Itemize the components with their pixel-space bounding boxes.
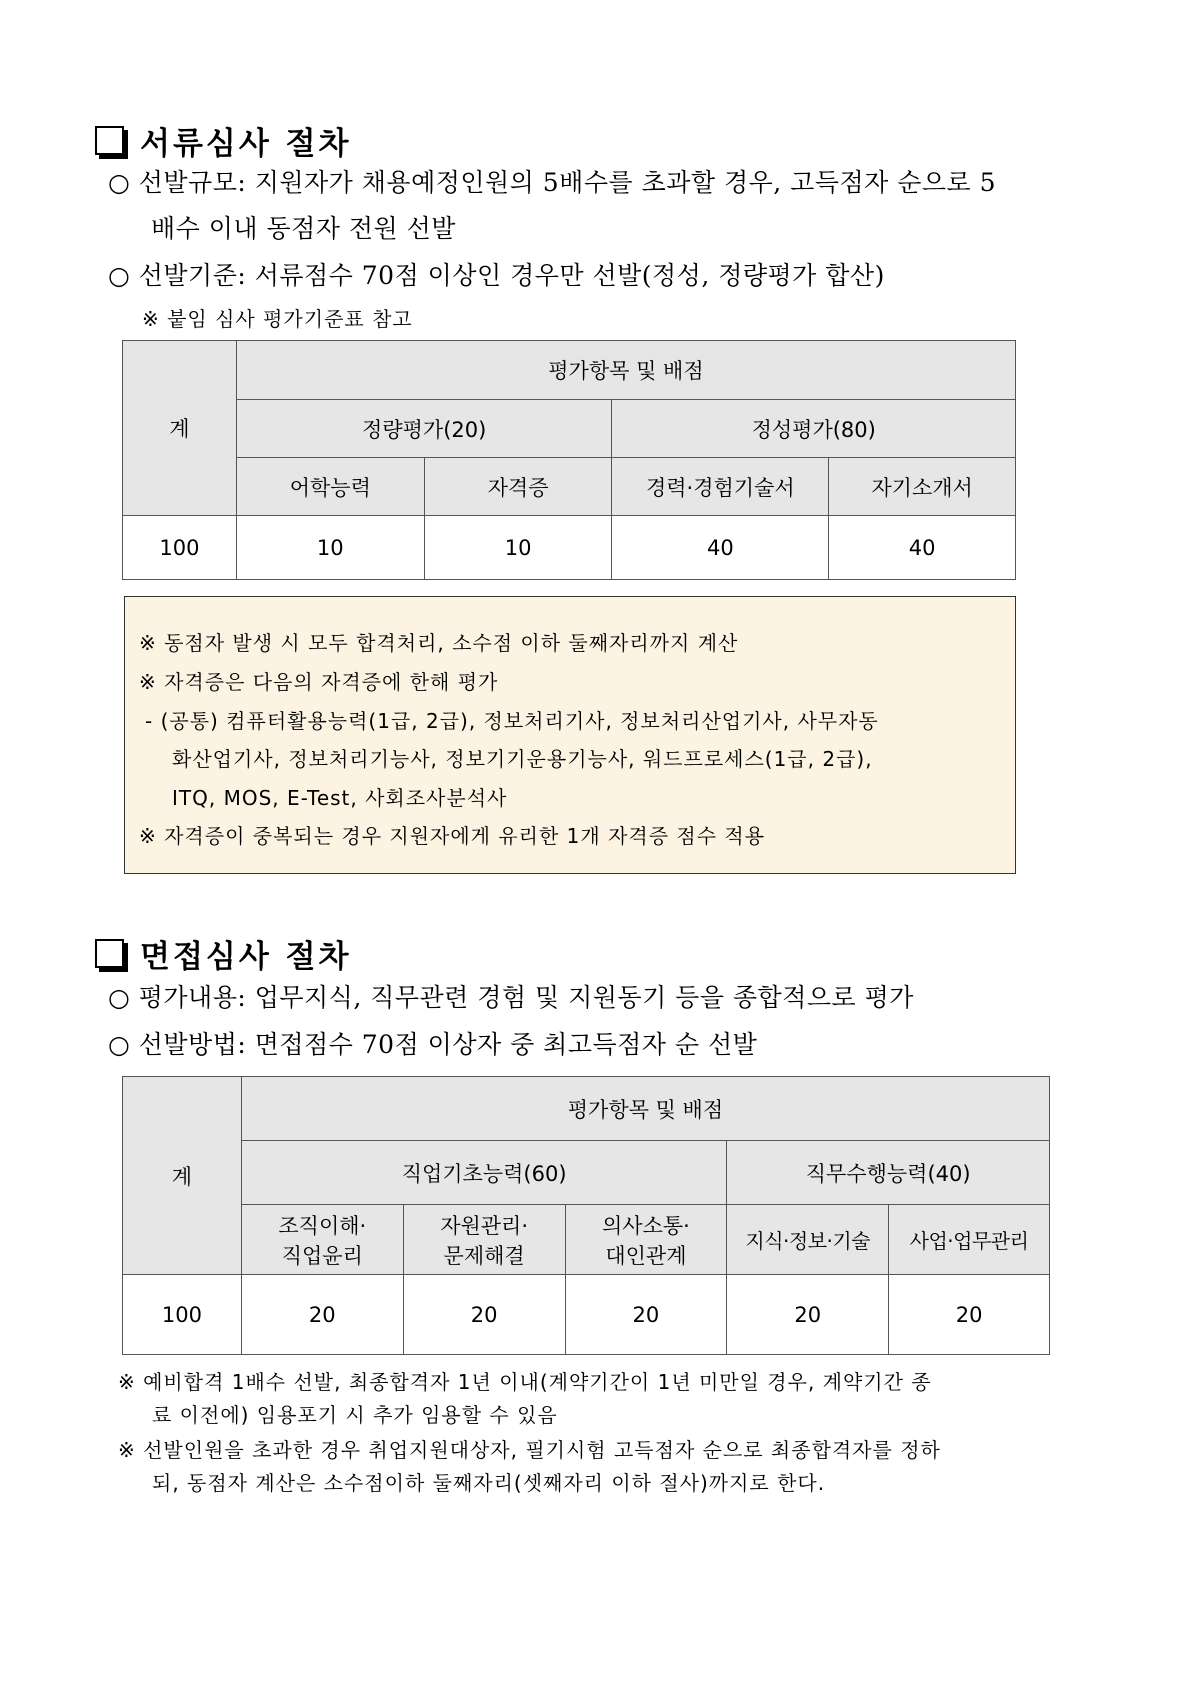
category-quantitative: 정량평가(20) <box>236 400 612 458</box>
item-knowledge <box>727 1205 889 1275</box>
section2-note2-cont: 되, 동점자 계산은 소수점이하 둘째자리(셋째자리 이하 절사)까지로 한다. <box>152 1471 826 1495</box>
section2-title: 면접심사 절차 <box>140 939 352 975</box>
item-language: 어학능력 <box>236 458 424 516</box>
note-cert-list-cont2: ITQ, MOS, E-Test, 사회조사분석사 <box>172 786 508 810</box>
section1-bullet1-cont: 배수 이내 동점자 전원 선발 <box>151 214 456 243</box>
score-certificate: 10 <box>424 516 612 580</box>
section2-bullet2: ○ 선발방법: 면접점수 70점 이상자 중 최고득점자 순 선발 <box>108 1030 758 1059</box>
score-business: 20 <box>889 1275 1050 1355</box>
total-header: 계 <box>123 1077 242 1275</box>
item-certificate: 자격증 <box>424 458 612 516</box>
note-cert-list: - (공통) 컴퓨터활용능력(1급, 2급), 정보처리기사, 정보처리산업기사, 사무자동 <box>145 709 879 733</box>
score-knowledge: 20 <box>727 1275 889 1355</box>
checkbox-icon <box>95 939 124 968</box>
section1-bullet1: ○ 선발규모: 지원자가 채용예정인원의 5배수를 초과할 경우, 고득점자 순으로 5 <box>108 168 997 197</box>
item-resource <box>403 1205 565 1275</box>
item-resource-l1: 자원관리· <box>440 1213 529 1238</box>
score-language: 10 <box>236 516 424 580</box>
item-business-l1: 사업·업무관리 <box>909 1229 1029 1253</box>
item-organization <box>241 1205 403 1275</box>
section2-note1-cont: 료 이전에) 임용포기 시 추가 임용할 수 있음 <box>152 1403 558 1427</box>
section1-bullet2: ○ 선발기준: 서류점수 70점 이상인 경우만 선발(정성, 정량평가 합산) <box>108 261 885 290</box>
total-header: 계 <box>123 341 237 516</box>
section2-note2: ※ 선발인원을 초과한 경우 취업지원대상자, 필기시험 고득점자 순으로 최종합격자를 정하 <box>118 1438 941 1462</box>
item-communication-l2: 대인관계 <box>605 1243 687 1268</box>
checkbox-icon <box>95 126 124 155</box>
category-basic-competency: 직업기초능력(60) <box>241 1141 726 1205</box>
interview-table <box>122 1076 1050 1355</box>
item-communication <box>565 1205 727 1275</box>
section1-ref-note: ※ 붙임 심사 평가기준표 참고 <box>142 307 413 331</box>
total-score: 100 <box>123 516 237 580</box>
score-communication: 20 <box>565 1275 727 1355</box>
category-job-competency: 직무수행능력(40) <box>727 1141 1050 1205</box>
note-cert-list-cont: 화산업기사, 정보처리기능사, 정보기기운용기능사, 워드프로세스(1급, 2급), <box>172 747 873 771</box>
group-header: 평가항목 및 배점 <box>236 341 1015 400</box>
score-organization: 20 <box>241 1275 403 1355</box>
note-certificate: ※ 자격증은 다음의 자격증에 한해 평가 <box>139 670 499 694</box>
total-score: 100 <box>123 1275 242 1355</box>
note-tie: ※ 동점자 발생 시 모두 합격처리, 소수점 이하 둘째자리까지 계산 <box>139 631 739 655</box>
item-communication-l1: 의사소통· <box>602 1213 690 1238</box>
item-knowledge-l1: 지식·정보·기술 <box>745 1229 871 1253</box>
item-organization-l2: 직업윤리 <box>281 1243 363 1268</box>
certificate-note-box <box>124 596 1016 874</box>
item-experience: 경력·경험기술서 <box>612 458 829 516</box>
section2-heading <box>95 931 351 976</box>
section2-note1: ※ 예비합격 1배수 선발, 최종합격자 1년 이내(계약기간이 1년 미만일 경우, 계약기간 종 <box>118 1370 932 1394</box>
section1-heading <box>95 118 351 163</box>
group-header: 평가항목 및 배점 <box>241 1077 1049 1141</box>
item-business <box>889 1205 1050 1275</box>
document-review-table <box>122 340 1016 580</box>
score-experience: 40 <box>612 516 829 580</box>
category-qualitative: 정성평가(80) <box>612 400 1016 458</box>
score-self-intro: 40 <box>829 516 1016 580</box>
section1-title: 서류심사 절차 <box>140 126 352 162</box>
note-duplicate: ※ 자격증이 중복되는 경우 지원자에게 유리한 1개 자격증 점수 적용 <box>139 824 766 848</box>
section2-bullet1: ○ 평가내용: 업무지식, 직무관련 경험 및 지원동기 등을 종합적으로 평가 <box>108 983 914 1012</box>
item-resource-l2: 문제해결 <box>443 1243 525 1268</box>
item-self-intro: 자기소개서 <box>829 458 1016 516</box>
score-resource: 20 <box>403 1275 565 1355</box>
item-organization-l1: 조직이해· <box>278 1213 367 1238</box>
